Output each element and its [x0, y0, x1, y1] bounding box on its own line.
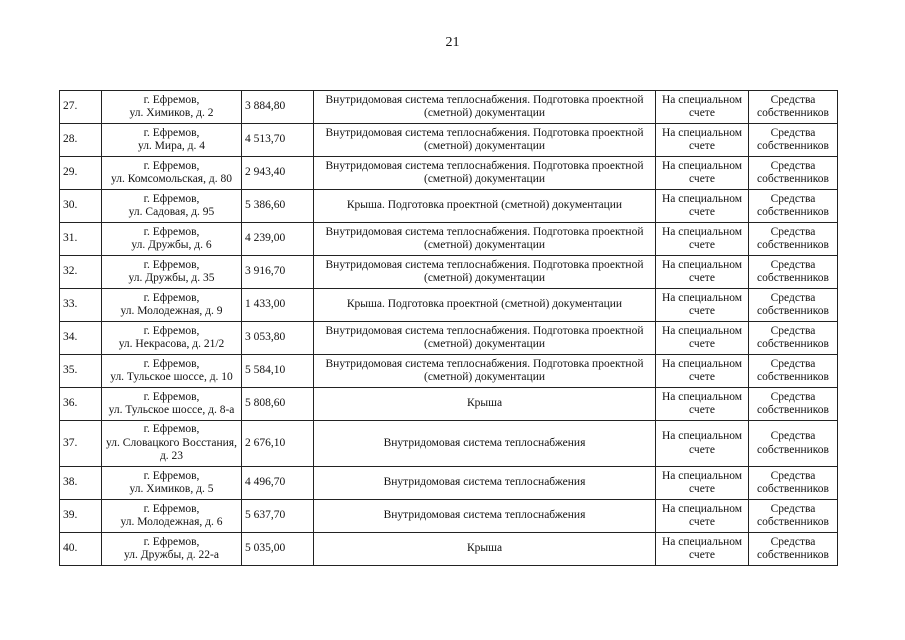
work-type-cell: Внутридомовая система теплоснабжения: [314, 500, 656, 533]
table-row: [60, 289, 838, 322]
funding-source-cell: Средства собственников: [749, 388, 838, 421]
table-row: [60, 256, 838, 289]
address-cell: [102, 91, 242, 124]
address-street: ул. Молодежная, д. 6: [120, 516, 223, 528]
address-city: г. Ефремов,: [143, 258, 200, 271]
cost-cell: 5 808,60: [242, 388, 314, 421]
address-street: ул. Химиков, д. 5: [129, 483, 214, 495]
account-cell: На специальном счете: [656, 223, 749, 256]
row-number: 33.: [60, 289, 102, 322]
table-row: [60, 322, 838, 355]
address-city: г. Ефремов,: [143, 159, 200, 172]
address-street: ул. Дружбы, д. 22-а: [124, 549, 219, 561]
address-city: г. Ефремов,: [143, 225, 200, 238]
address-cell: [102, 322, 242, 355]
address-street: ул. Тульское шоссе, д. 8-а: [108, 404, 235, 416]
work-type-cell: Внутридомовая система теплоснабжения. Подготовка проектной (сметной) документации: [314, 355, 656, 388]
funding-source-cell: Средства собственников: [749, 421, 838, 467]
row-number: 40.: [60, 533, 102, 566]
address-city: г. Ефремов,: [143, 324, 200, 337]
address-city: г. Ефремов,: [143, 535, 200, 548]
account-cell: На специальном счете: [656, 355, 749, 388]
cost-cell: 4 496,70: [242, 467, 314, 500]
funding-source-cell: Средства собственников: [749, 124, 838, 157]
row-number: 29.: [60, 157, 102, 190]
cost-cell: 5 035,00: [242, 533, 314, 566]
address-city: г. Ефремов,: [143, 423, 200, 436]
funding-source-cell: Средства собственников: [749, 256, 838, 289]
cost-cell: 3 884,80: [242, 91, 314, 124]
cost-cell: 1 433,00: [242, 289, 314, 322]
funding-source-cell: Средства собственников: [749, 289, 838, 322]
address-cell: [102, 467, 242, 500]
address-city: г. Ефремов,: [143, 390, 200, 403]
account-cell: На специальном счете: [656, 533, 749, 566]
address-city: г. Ефремов,: [143, 126, 200, 139]
address-cell: [102, 190, 242, 223]
address-cell: [102, 388, 242, 421]
account-cell: На специальном счете: [656, 467, 749, 500]
funding-source-cell: Средства собственников: [749, 223, 838, 256]
address-street: ул. Садовая, д. 95: [128, 206, 215, 218]
table-row: [60, 467, 838, 500]
address-cell: [102, 421, 242, 467]
funding-source-cell: Средства собственников: [749, 157, 838, 190]
address-cell: [102, 256, 242, 289]
work-type-cell: Внутридомовая система теплоснабжения. Подготовка проектной (сметной) документации: [314, 256, 656, 289]
funding-source-cell: Средства собственников: [749, 500, 838, 533]
address-city: г. Ефремов,: [143, 469, 200, 482]
funding-source-cell: Средства собственников: [749, 190, 838, 223]
address-cell: [102, 223, 242, 256]
cost-cell: 5 584,10: [242, 355, 314, 388]
funding-source-cell: Средства собственников: [749, 533, 838, 566]
account-cell: На специальном счете: [656, 157, 749, 190]
cost-cell: 3 916,70: [242, 256, 314, 289]
address-street: ул. Дружбы, д. 6: [131, 239, 212, 251]
address-cell: [102, 157, 242, 190]
work-type-cell: Крыша. Подготовка проектной (сметной) документации: [314, 190, 656, 223]
cost-cell: 4 513,70: [242, 124, 314, 157]
work-type-cell: Внутридомовая система теплоснабжения. Подготовка проектной (сметной) документации: [314, 223, 656, 256]
funding-source-cell: Средства собственников: [749, 467, 838, 500]
table-row: [60, 190, 838, 223]
cost-cell: 3 053,80: [242, 322, 314, 355]
work-type-cell: Внутридомовая система теплоснабжения. Подготовка проектной (сметной) документации: [314, 157, 656, 190]
address-cell: [102, 355, 242, 388]
row-number: 28.: [60, 124, 102, 157]
work-type-cell: Внутридомовая система теплоснабжения: [314, 421, 656, 467]
work-type-cell: Крыша: [314, 533, 656, 566]
address-cell: [102, 289, 242, 322]
row-number: 34.: [60, 322, 102, 355]
address-cell: [102, 124, 242, 157]
cost-cell: 4 239,00: [242, 223, 314, 256]
address-street: ул. Тульское шоссе, д. 10: [110, 371, 233, 383]
page-number: 21: [445, 35, 460, 50]
funding-source-cell: Средства собственников: [749, 322, 838, 355]
row-number: 30.: [60, 190, 102, 223]
address-street: ул. Химиков, д. 2: [129, 107, 214, 119]
account-cell: На специальном счете: [656, 124, 749, 157]
address-city: г. Ефремов,: [143, 291, 200, 304]
funding-source-cell: Средства собственников: [749, 91, 838, 124]
work-type-cell: Внутридомовая система теплоснабжения: [314, 467, 656, 500]
work-type-cell: Внутридомовая система теплоснабжения. Подготовка проектной (сметной) документации: [314, 124, 656, 157]
address-city: г. Ефремов,: [143, 192, 200, 205]
account-cell: На специальном счете: [656, 256, 749, 289]
address-street: ул. Мира, д. 4: [137, 140, 206, 152]
account-cell: На специальном счете: [656, 91, 749, 124]
row-number: 27.: [60, 91, 102, 124]
address-street: ул. Дружбы, д. 35: [128, 272, 215, 284]
cost-cell: 5 637,70: [242, 500, 314, 533]
account-cell: На специальном счете: [656, 500, 749, 533]
account-cell: На специальном счете: [656, 322, 749, 355]
cost-cell: 5 386,60: [242, 190, 314, 223]
table-row: [60, 533, 838, 566]
work-type-cell: Крыша. Подготовка проектной (сметной) документации: [314, 289, 656, 322]
row-number: 32.: [60, 256, 102, 289]
funding-source-cell: Средства собственников: [749, 355, 838, 388]
account-cell: На специальном счете: [656, 190, 749, 223]
table-row: [60, 388, 838, 421]
address-street: ул. Некрасова, д. 21/2: [118, 338, 225, 350]
address-cell: [102, 500, 242, 533]
work-type-cell: Внутридомовая система теплоснабжения. Подготовка проектной (сметной) документации: [314, 322, 656, 355]
row-number: 35.: [60, 355, 102, 388]
account-cell: На специальном счете: [656, 289, 749, 322]
address-city: г. Ефремов,: [143, 502, 200, 515]
table-row: [60, 157, 838, 190]
repair-registry-table: [59, 90, 838, 566]
row-number: 37.: [60, 421, 102, 467]
address-street: ул. Молодежная, д. 9: [120, 305, 223, 317]
address-city: г. Ефремов,: [143, 93, 200, 106]
table-row: [60, 223, 838, 256]
cost-cell: 2 676,10: [242, 421, 314, 467]
work-type-cell: Крыша: [314, 388, 656, 421]
table-row: [60, 500, 838, 533]
row-number: 38.: [60, 467, 102, 500]
row-number: 31.: [60, 223, 102, 256]
address-street: ул. Комсомольская, д. 80: [111, 173, 232, 185]
account-cell: На специальном счете: [656, 421, 749, 467]
account-cell: На специальном счете: [656, 388, 749, 421]
table-row: [60, 91, 838, 124]
cost-cell: 2 943,40: [242, 157, 314, 190]
address-street: ул. Словацкого Восстания, д. 23: [106, 436, 237, 463]
address-cell: [102, 533, 242, 566]
address-city: г. Ефремов,: [143, 357, 200, 370]
table-row: [60, 124, 838, 157]
table-row: [60, 421, 838, 467]
row-number: 39.: [60, 500, 102, 533]
table-row: [60, 355, 838, 388]
row-number: 36.: [60, 388, 102, 421]
work-type-cell: Внутридомовая система теплоснабжения. Подготовка проектной (сметной) документации: [314, 91, 656, 124]
